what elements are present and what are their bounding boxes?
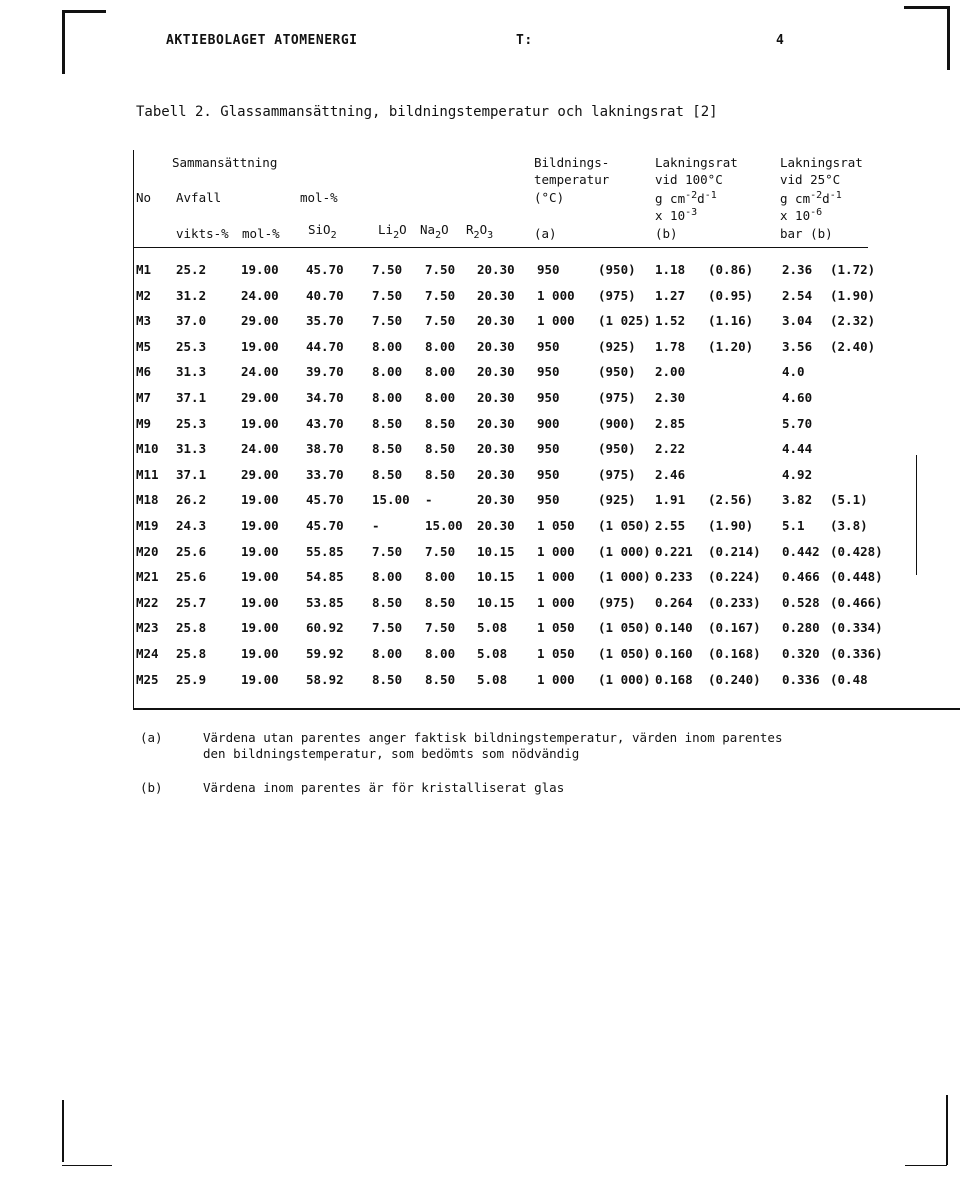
cell-sio2: 38.70 bbox=[306, 441, 344, 456]
cell-wt-percent: 25.3 bbox=[176, 416, 207, 431]
cell-wt-percent: 25.2 bbox=[176, 262, 207, 277]
table-bottom-rule bbox=[133, 708, 960, 710]
cell-formation-temp: 950 bbox=[537, 339, 560, 354]
cell-formation-temp: 950 bbox=[537, 441, 560, 456]
cell-r2o3: 5.08 bbox=[477, 620, 508, 635]
cell-leach25-paren: (0.448) bbox=[830, 569, 883, 584]
corner-mark-top-right-h bbox=[904, 6, 950, 9]
cell-formation-temp-paren: (975) bbox=[598, 467, 636, 482]
cell-leach100-paren: (2.56) bbox=[708, 492, 754, 507]
header-leach25-1: Lakningsrat bbox=[780, 155, 863, 170]
row-id: M20 bbox=[136, 544, 159, 559]
cell-mol-percent: 19.00 bbox=[241, 595, 279, 610]
cell-li2o: 7.50 bbox=[372, 620, 403, 635]
cell-sio2: 45.70 bbox=[306, 492, 344, 507]
cell-formation-temp: 1 000 bbox=[537, 569, 575, 584]
cell-leach25-paren: (3.8) bbox=[830, 518, 868, 533]
row-id: M22 bbox=[136, 595, 159, 610]
cell-leach25: 0.442 bbox=[782, 544, 820, 559]
note-a-line-1: Värdena utan parentes anger faktisk bildningstemperatur, värden inom parentes bbox=[203, 730, 783, 745]
cell-li2o: 8.00 bbox=[372, 646, 403, 661]
header-leach100-2: vid 100°C bbox=[655, 172, 723, 187]
header-leach25-2: vid 25°C bbox=[780, 172, 841, 187]
cell-leach100: 2.46 bbox=[655, 467, 686, 482]
corner-mark-top-left-v bbox=[62, 10, 65, 74]
cell-sio2: 55.85 bbox=[306, 544, 344, 559]
cell-r2o3: 10.15 bbox=[477, 569, 515, 584]
cell-wt-percent: 31.3 bbox=[176, 441, 207, 456]
margin-mark-right-bottom bbox=[946, 1095, 948, 1165]
row-id: M9 bbox=[136, 416, 152, 431]
header-r2o3: $R_2O_3$ bbox=[466, 222, 494, 241]
cell-leach25: 0.528 bbox=[782, 595, 820, 610]
cell-r2o3: 10.15 bbox=[477, 544, 515, 559]
cell-na2o: 8.50 bbox=[425, 595, 456, 610]
cell-formation-temp-paren: (950) bbox=[598, 364, 636, 379]
cell-li2o: 8.00 bbox=[372, 390, 403, 405]
cell-leach25: 0.336 bbox=[782, 672, 820, 687]
cell-leach25: 3.82 bbox=[782, 492, 813, 507]
cell-na2o: 7.50 bbox=[425, 313, 456, 328]
cell-leach25-paren: (0.428) bbox=[830, 544, 883, 559]
bottom-edge-line bbox=[62, 1165, 112, 1166]
cell-leach100: 2.55 bbox=[655, 518, 686, 533]
cell-sio2: 43.70 bbox=[306, 416, 344, 431]
cell-leach25-paren: (0.334) bbox=[830, 620, 883, 635]
row-id: M23 bbox=[136, 620, 159, 635]
cell-leach100: 0.160 bbox=[655, 646, 693, 661]
page-number: 4 bbox=[776, 33, 785, 48]
cell-formation-temp-paren: (950) bbox=[598, 262, 636, 277]
cell-mol-percent: 19.00 bbox=[241, 416, 279, 431]
row-id: M10 bbox=[136, 441, 159, 456]
header-formation-unit: (°C) bbox=[534, 190, 565, 205]
cell-mol-percent: 19.00 bbox=[241, 646, 279, 661]
cell-wt-percent: 25.6 bbox=[176, 569, 207, 584]
cell-leach25-paren: (0.466) bbox=[830, 595, 883, 610]
cell-li2o: 7.50 bbox=[372, 544, 403, 559]
header-formation-1: Bildnings- bbox=[534, 155, 610, 170]
cell-leach25: 2.54 bbox=[782, 288, 813, 303]
cell-li2o: 8.50 bbox=[372, 416, 403, 431]
cell-r2o3: 10.15 bbox=[477, 595, 515, 610]
document-reference: T: bbox=[516, 33, 533, 48]
cell-na2o: 8.50 bbox=[425, 467, 456, 482]
cell-leach100: 1.78 bbox=[655, 339, 686, 354]
cell-r2o3: 20.30 bbox=[477, 390, 515, 405]
cell-mol-percent: 19.00 bbox=[241, 620, 279, 635]
cell-li2o: 7.50 bbox=[372, 313, 403, 328]
cell-leach25-paren: (1.72) bbox=[830, 262, 876, 277]
cell-formation-temp-paren: (1 000) bbox=[598, 672, 651, 687]
cell-wt-percent: 25.7 bbox=[176, 595, 207, 610]
cell-leach100: 1.91 bbox=[655, 492, 686, 507]
note-a-label: (a) bbox=[140, 730, 163, 745]
header-sio2: SiO$_2$ bbox=[308, 222, 337, 241]
cell-leach25: 4.0 bbox=[782, 364, 805, 379]
cell-sio2: 45.70 bbox=[306, 518, 344, 533]
cell-formation-temp: 1 000 bbox=[537, 544, 575, 559]
row-id: M5 bbox=[136, 339, 152, 354]
cell-wt-percent: 26.2 bbox=[176, 492, 207, 507]
cell-mol-percent: 19.00 bbox=[241, 262, 279, 277]
header-li2o: $Li_2O$ bbox=[378, 222, 407, 241]
cell-leach100: 2.85 bbox=[655, 416, 686, 431]
cell-mol-percent: 19.00 bbox=[241, 492, 279, 507]
cell-formation-temp: 950 bbox=[537, 262, 560, 277]
cell-formation-temp-paren: (1 025) bbox=[598, 313, 651, 328]
cell-r2o3: 20.30 bbox=[477, 364, 515, 379]
cell-leach25: 3.56 bbox=[782, 339, 813, 354]
cell-formation-temp: 1 050 bbox=[537, 518, 575, 533]
cell-sio2: 54.85 bbox=[306, 569, 344, 584]
cell-wt-percent: 24.3 bbox=[176, 518, 207, 533]
cell-leach100-paren: (1.90) bbox=[708, 518, 754, 533]
cell-formation-temp: 900 bbox=[537, 416, 560, 431]
header-leach25-exp: x $10^{-6}$ bbox=[780, 207, 823, 223]
cell-na2o: 15.00 bbox=[425, 518, 463, 533]
cell-li2o: 7.50 bbox=[372, 262, 403, 277]
cell-sio2: 40.70 bbox=[306, 288, 344, 303]
cell-mol-percent: 19.00 bbox=[241, 339, 279, 354]
row-id: M3 bbox=[136, 313, 152, 328]
cell-li2o: 15.00 bbox=[372, 492, 410, 507]
cell-leach100: 0.140 bbox=[655, 620, 693, 635]
note-b-line-1: Värdena inom parentes är för kristalliserat glas bbox=[203, 780, 565, 795]
cell-formation-temp-paren: (1 000) bbox=[598, 544, 651, 559]
cell-formation-temp: 1 000 bbox=[537, 672, 575, 687]
cell-na2o: 7.50 bbox=[425, 544, 456, 559]
cell-leach25: 5.70 bbox=[782, 416, 813, 431]
cell-wt-percent: 25.8 bbox=[176, 646, 207, 661]
cell-formation-temp: 950 bbox=[537, 364, 560, 379]
table-left-rule bbox=[133, 150, 134, 710]
cell-leach25: 4.60 bbox=[782, 390, 813, 405]
cell-li2o: - bbox=[372, 518, 380, 533]
cell-leach100-paren: (1.16) bbox=[708, 313, 754, 328]
cell-r2o3: 20.30 bbox=[477, 313, 515, 328]
cell-li2o: 7.50 bbox=[372, 288, 403, 303]
cell-formation-temp: 1 050 bbox=[537, 646, 575, 661]
cell-formation-temp: 1 000 bbox=[537, 313, 575, 328]
cell-na2o: 8.00 bbox=[425, 339, 456, 354]
cell-leach25-paren: (1.90) bbox=[830, 288, 876, 303]
cell-leach100: 0.221 bbox=[655, 544, 693, 559]
cell-leach25-paren: (5.1) bbox=[830, 492, 868, 507]
cell-r2o3: 20.30 bbox=[477, 441, 515, 456]
cell-leach100-paren: (0.168) bbox=[708, 646, 761, 661]
cell-leach25: 5.1 bbox=[782, 518, 805, 533]
cell-na2o: 8.00 bbox=[425, 390, 456, 405]
cell-wt-percent: 25.8 bbox=[176, 620, 207, 635]
row-id: M19 bbox=[136, 518, 159, 533]
cell-sio2: 53.85 bbox=[306, 595, 344, 610]
cell-li2o: 8.00 bbox=[372, 569, 403, 584]
cell-na2o: - bbox=[425, 492, 433, 507]
cell-mol-percent: 24.00 bbox=[241, 364, 279, 379]
cell-leach100: 0.233 bbox=[655, 569, 693, 584]
header-formation-2: temperatur bbox=[534, 172, 610, 187]
cell-mol-percent: 29.00 bbox=[241, 467, 279, 482]
cell-r2o3: 20.30 bbox=[477, 416, 515, 431]
cell-na2o: 8.50 bbox=[425, 672, 456, 687]
row-id: M18 bbox=[136, 492, 159, 507]
cell-sio2: 45.70 bbox=[306, 262, 344, 277]
cell-formation-temp-paren: (900) bbox=[598, 416, 636, 431]
cell-wt-percent: 37.1 bbox=[176, 467, 207, 482]
cell-na2o: 7.50 bbox=[425, 288, 456, 303]
header-divider bbox=[133, 247, 868, 248]
note-b-label: (b) bbox=[140, 780, 163, 795]
cell-mol-percent: 29.00 bbox=[241, 313, 279, 328]
cell-mol-percent: 29.00 bbox=[241, 390, 279, 405]
cell-li2o: 8.00 bbox=[372, 364, 403, 379]
cell-formation-temp: 950 bbox=[537, 390, 560, 405]
cell-leach100: 1.52 bbox=[655, 313, 686, 328]
company-header: AKTIEBOLAGET ATOMENERGI bbox=[166, 33, 358, 48]
cell-r2o3: 20.30 bbox=[477, 492, 515, 507]
header-leach100-1: Lakningsrat bbox=[655, 155, 738, 170]
cell-leach100: 1.27 bbox=[655, 288, 686, 303]
cell-sio2: 60.92 bbox=[306, 620, 344, 635]
cell-leach100-paren: (0.167) bbox=[708, 620, 761, 635]
cell-sio2: 34.70 bbox=[306, 390, 344, 405]
cell-mol-percent: 19.00 bbox=[241, 672, 279, 687]
cell-mol-percent: 19.00 bbox=[241, 544, 279, 559]
cell-leach100-paren: (0.95) bbox=[708, 288, 754, 303]
row-id: M7 bbox=[136, 390, 152, 405]
cell-mol-percent: 24.00 bbox=[241, 288, 279, 303]
cell-mol-percent: 19.00 bbox=[241, 518, 279, 533]
header-leach100-unit: g $cm^{-2}d^{-1}$ bbox=[655, 190, 717, 206]
bottom-edge-line-right bbox=[905, 1165, 947, 1166]
cell-formation-temp: 950 bbox=[537, 492, 560, 507]
header-leach25-note: bar (b) bbox=[780, 226, 833, 241]
cell-sio2: 33.70 bbox=[306, 467, 344, 482]
cell-leach25: 3.04 bbox=[782, 313, 813, 328]
cell-wt-percent: 25.9 bbox=[176, 672, 207, 687]
cell-formation-temp-paren: (925) bbox=[598, 492, 636, 507]
cell-formation-temp-paren: (975) bbox=[598, 288, 636, 303]
cell-li2o: 8.50 bbox=[372, 467, 403, 482]
row-id: M21 bbox=[136, 569, 159, 584]
cell-na2o: 7.50 bbox=[425, 620, 456, 635]
cell-na2o: 8.50 bbox=[425, 416, 456, 431]
header-na2o: $Na_2O$ bbox=[420, 222, 449, 241]
cell-leach100: 0.168 bbox=[655, 672, 693, 687]
cell-wt-percent: 25.3 bbox=[176, 339, 207, 354]
table-caption: Tabell 2. Glassammansättning, bildningstemperatur och lakningsrat [2] bbox=[136, 104, 718, 120]
cell-li2o: 8.50 bbox=[372, 441, 403, 456]
cell-leach25: 2.36 bbox=[782, 262, 813, 277]
header-wt-percent: vikts-% bbox=[176, 226, 229, 241]
cell-r2o3: 20.30 bbox=[477, 339, 515, 354]
cell-leach25: 4.92 bbox=[782, 467, 813, 482]
margin-mark-left-bottom bbox=[62, 1100, 64, 1162]
cell-formation-temp-paren: (975) bbox=[598, 390, 636, 405]
cell-mol-percent: 19.00 bbox=[241, 569, 279, 584]
corner-mark-top-left-h bbox=[62, 10, 106, 13]
header-composition: Sammansättning bbox=[172, 155, 278, 170]
cell-leach25-paren: (2.32) bbox=[830, 313, 876, 328]
header-leach25-unit: g $cm^{-2}d^{-1}$ bbox=[780, 190, 842, 206]
cell-leach100-paren: (0.240) bbox=[708, 672, 761, 687]
cell-r2o3: 20.30 bbox=[477, 467, 515, 482]
cell-na2o: 8.00 bbox=[425, 364, 456, 379]
row-id: M2 bbox=[136, 288, 152, 303]
cell-sio2: 58.92 bbox=[306, 672, 344, 687]
cell-leach100: 1.18 bbox=[655, 262, 686, 277]
cell-leach100-paren: (0.86) bbox=[708, 262, 754, 277]
cell-wt-percent: 37.1 bbox=[176, 390, 207, 405]
cell-leach100-paren: (0.224) bbox=[708, 569, 761, 584]
cell-leach100: 2.22 bbox=[655, 441, 686, 456]
row-id: M1 bbox=[136, 262, 152, 277]
cell-na2o: 8.00 bbox=[425, 569, 456, 584]
corner-mark-top-right-v bbox=[947, 6, 950, 70]
header-leach100-note: (b) bbox=[655, 226, 678, 241]
cell-formation-temp: 1 050 bbox=[537, 620, 575, 635]
cell-na2o: 7.50 bbox=[425, 262, 456, 277]
header-waste: Avfall bbox=[176, 190, 222, 205]
cell-leach25-paren: (0.48 bbox=[830, 672, 868, 687]
cell-leach25: 0.466 bbox=[782, 569, 820, 584]
cell-formation-temp: 950 bbox=[537, 467, 560, 482]
header-no: No bbox=[136, 190, 152, 205]
cell-leach100-paren: (1.20) bbox=[708, 339, 754, 354]
cell-wt-percent: 31.3 bbox=[176, 364, 207, 379]
header-leach100-exp: x $10^{-3}$ bbox=[655, 207, 698, 223]
cell-leach100: 2.30 bbox=[655, 390, 686, 405]
cell-r2o3: 20.30 bbox=[477, 518, 515, 533]
cell-formation-temp-paren: (1 050) bbox=[598, 620, 651, 635]
cell-r2o3: 5.08 bbox=[477, 672, 508, 687]
cell-na2o: 8.50 bbox=[425, 441, 456, 456]
row-id: M25 bbox=[136, 672, 159, 687]
cell-li2o: 8.50 bbox=[372, 595, 403, 610]
cell-leach100-paren: (0.233) bbox=[708, 595, 761, 610]
cell-leach100: 2.00 bbox=[655, 364, 686, 379]
cell-formation-temp-paren: (975) bbox=[598, 595, 636, 610]
header-mol-percent-2: mol-% bbox=[242, 226, 280, 241]
cell-li2o: 8.00 bbox=[372, 339, 403, 354]
cell-formation-temp-paren: (1 050) bbox=[598, 646, 651, 661]
cell-leach25-paren: (2.40) bbox=[830, 339, 876, 354]
cell-leach25: 4.44 bbox=[782, 441, 813, 456]
cell-sio2: 39.70 bbox=[306, 364, 344, 379]
cell-leach25: 0.280 bbox=[782, 620, 820, 635]
cell-formation-temp-paren: (1 050) bbox=[598, 518, 651, 533]
cell-formation-temp-paren: (950) bbox=[598, 441, 636, 456]
cell-wt-percent: 31.2 bbox=[176, 288, 207, 303]
header-mol-percent: mol-% bbox=[300, 190, 338, 205]
cell-sio2: 44.70 bbox=[306, 339, 344, 354]
cell-formation-temp: 1 000 bbox=[537, 595, 575, 610]
cell-leach25-paren: (0.336) bbox=[830, 646, 883, 661]
cell-r2o3: 20.30 bbox=[477, 288, 515, 303]
cell-leach25: 0.320 bbox=[782, 646, 820, 661]
cell-mol-percent: 24.00 bbox=[241, 441, 279, 456]
cell-formation-temp-paren: (925) bbox=[598, 339, 636, 354]
cell-wt-percent: 25.6 bbox=[176, 544, 207, 559]
cell-li2o: 8.50 bbox=[372, 672, 403, 687]
cell-na2o: 8.00 bbox=[425, 646, 456, 661]
cell-wt-percent: 37.0 bbox=[176, 313, 207, 328]
header-formation-note: (a) bbox=[534, 226, 557, 241]
margin-mark-right-mid bbox=[916, 455, 917, 575]
cell-formation-temp: 1 000 bbox=[537, 288, 575, 303]
cell-r2o3: 20.30 bbox=[477, 262, 515, 277]
cell-leach100: 0.264 bbox=[655, 595, 693, 610]
row-id: M11 bbox=[136, 467, 159, 482]
row-id: M24 bbox=[136, 646, 159, 661]
cell-sio2: 59.92 bbox=[306, 646, 344, 661]
cell-r2o3: 5.08 bbox=[477, 646, 508, 661]
row-id: M6 bbox=[136, 364, 152, 379]
note-a-line-2: den bildningstemperatur, som bedömts som nödvändig bbox=[203, 746, 580, 761]
cell-sio2: 35.70 bbox=[306, 313, 344, 328]
cell-formation-temp-paren: (1 000) bbox=[598, 569, 651, 584]
cell-leach100-paren: (0.214) bbox=[708, 544, 761, 559]
